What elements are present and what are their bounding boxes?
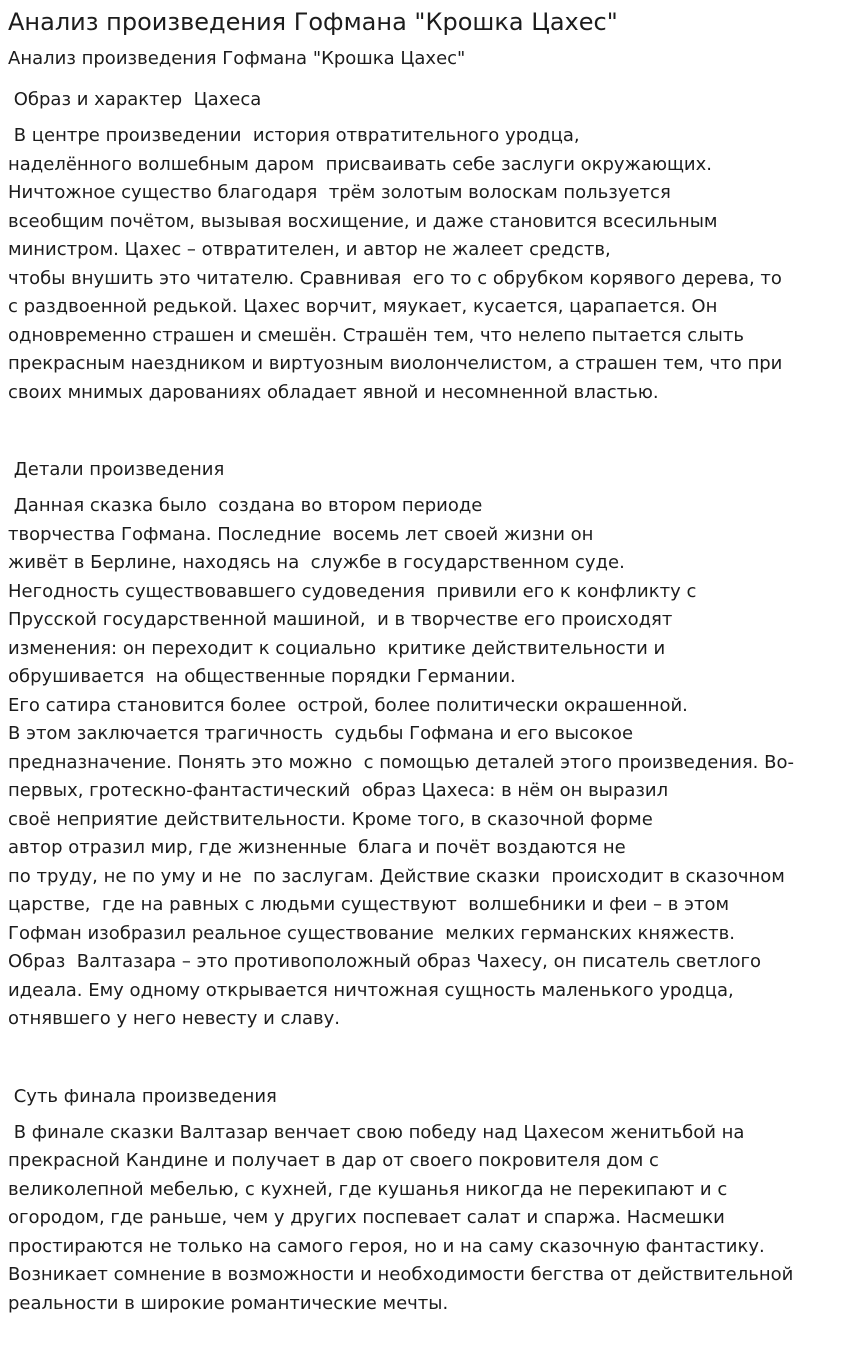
paragraph-line: первых, гротескно-фантастический образ Цахеса: в нём он выразил — [8, 780, 669, 801]
article-subtitle: Анализ произведения Гофмана "Крошка Цахес" — [8, 48, 466, 69]
paragraph-line: Гофман изобразил реальное существование мелких германских княжеств. — [8, 922, 735, 944]
section-finale — [8, 1083, 839, 1319]
paragraph-line: царстве, где на равных с людьми существуют волшебники и феи – в этом — [8, 894, 730, 915]
paragraph-line: идеала. Ему одному открывается ничтожная сущность маленького уродца, — [8, 979, 734, 1001]
paragraph-line: с раздвоенной редькой. Цахес ворчит, мяукает, кусается, царапается. Он — [8, 296, 718, 317]
section-heading: Образ и характер Цахеса — [8, 89, 262, 110]
paragraph-line: Прусской государственной машиной, и в творчестве его происходят — [8, 609, 673, 630]
paragraph-line: Образ Валтазара – это противоположный образ Чахесу, он писатель светлого — [8, 951, 761, 972]
paragraph-line: В финале сказки Валтазар венчает свою победу над Цахесом женитьбой на — [8, 1121, 745, 1143]
paragraph-line: творчества Гофмана. Последние восемь лет своей жизни он — [8, 523, 594, 545]
section-paragraph — [8, 1119, 839, 1319]
paragraph-line: прекрасным наездником и виртуозным виолончелистом, а страшен тем, что при — [8, 353, 783, 374]
paragraph-line: изменения: он переходит к социально критике действительности и — [8, 637, 666, 659]
article-body — [8, 86, 839, 1318]
paragraph-line: отнявшего у него невесту и славу. — [8, 1008, 340, 1029]
section-character — [8, 86, 839, 407]
paragraph-line: министром. Цахес – отвратителен, и автор не жалеет средств, — [8, 239, 611, 260]
paragraph-line: огородом, где раньше, чем у других поспевает салат и спаржа. Насмешки — [8, 1207, 725, 1228]
paragraph-line: прекрасной Кандине и получает в дар от своего покровителя дом с — [8, 1150, 659, 1171]
paragraph-line: одновременно страшен и смешён. Страшён тем, что нелепо пытается слыть — [8, 324, 744, 346]
paragraph-line: Возникает сомнение в возможности и необходимости бегства от действительной — [8, 1264, 794, 1285]
section-heading: Суть финала произведения — [8, 1085, 277, 1107]
paragraph-line: чтобы внушить это читателю. Сравнивая его то с обрубком корявого дерева, то — [8, 267, 782, 289]
section-paragraph — [8, 122, 839, 407]
paragraph-line: Данная сказка было создана во втором периоде — [8, 495, 483, 516]
paragraph-line: В центре произведении история отвратительного уродца, — [8, 125, 580, 146]
paragraph-line: всеобщим почётом, вызывая восхищение, и даже становится всесильным — [8, 210, 718, 232]
paragraph-line: живёт в Берлине, находясь на службе в государственном суде. — [8, 552, 625, 573]
paragraph-line: Негодность существовавшего судоведения привили его к конфликту с — [8, 580, 697, 602]
section-paragraph — [8, 492, 839, 1034]
paragraph-line: своих мнимых дарованиях обладает явной и несомненной властью. — [8, 381, 659, 403]
page-title: Анализ произведения Гофмана "Крошка Цахес" — [8, 8, 618, 36]
paragraph-line: В этом заключается трагичность судьбы Гофмана и его высокое — [8, 723, 634, 744]
paragraph-line: по труду, не по уму и не по заслугам. Действие сказки происходит в сказочном — [8, 865, 785, 887]
paragraph-line: простираются не только на самого героя, но и на саму сказочную фантастику. — [8, 1235, 765, 1257]
paragraph-line: реальности в широкие романтические мечты. — [8, 1292, 449, 1314]
paragraph-line: наделённого волшебным даром присваивать себе заслуги окружающих. — [8, 153, 712, 175]
paragraph-line: Ничтожное существо благодаря трём золотым волоскам пользуется — [8, 182, 671, 203]
paragraph-line: своё неприятие действительности. Кроме того, в сказочной форме — [8, 808, 653, 830]
paragraph-line: обрушивается на общественные порядки Германии. — [8, 666, 516, 687]
paragraph-line: великолепной мебелью, с кухней, где кушанья никогда не перекипают и с — [8, 1178, 728, 1200]
section-heading: Детали произведения — [8, 459, 225, 480]
paragraph-line: автор отразил мир, где жизненные блага и почёт воздаются не — [8, 837, 626, 858]
paragraph-line: Его сатира становится более острой, более политически окрашенной. — [8, 694, 688, 716]
paragraph-line: предназначение. Понять это можно с помощью деталей этого произведения. Во- — [8, 751, 794, 773]
section-details — [8, 456, 839, 1034]
